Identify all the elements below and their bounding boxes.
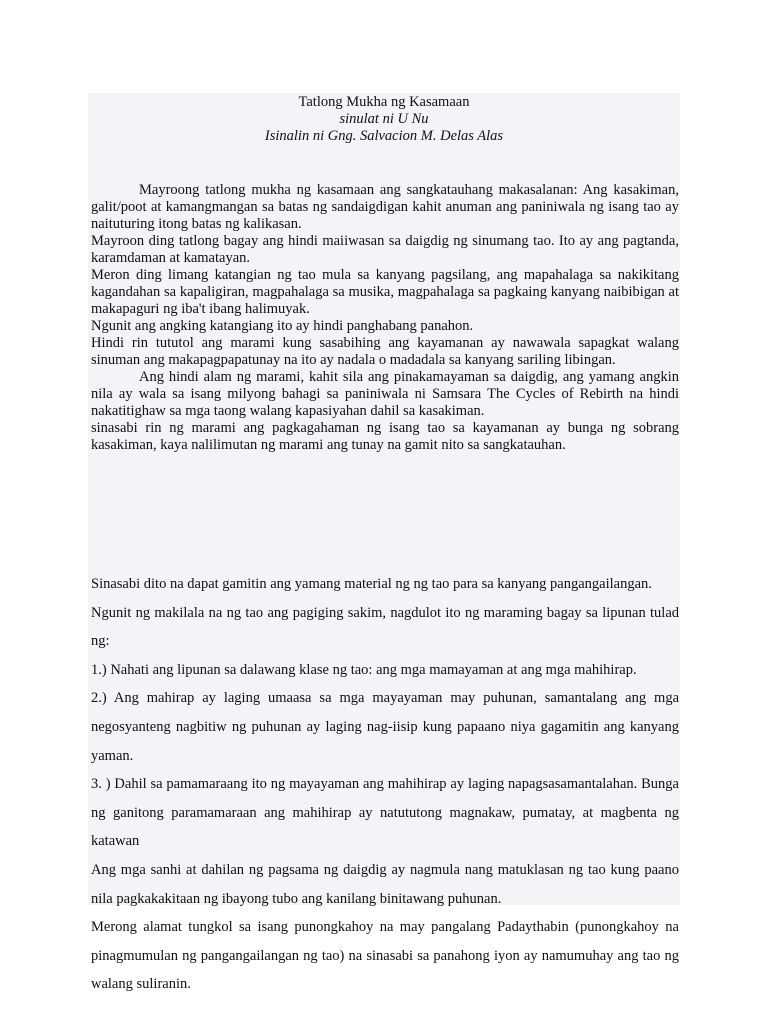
document-page bbox=[88, 93, 680, 993]
paragraph: Ang hindi alam ng marami, kahit sila ang pinakamayaman sa daigdig, ang yamang angkin nila ay wala sa isang milyong bahagi sa paniniwala ni Samsara The Cycles of Rebirth na hindi nakatitighaw sa mga taong walang kapasiyahan dahil sa kasakiman. bbox=[91, 369, 679, 419]
paragraph: Mayroon ding tatlong bagay ang hindi maiiwasan sa daigdig ng sinumang tao. Ito ay ang pagtanda, karamdaman at kamatayan. bbox=[91, 233, 679, 266]
paragraph: sinasabi rin ng marami ang pagkagahaman ng isang tao sa kayamanan ay bunga ng sobrang kasakiman, kaya nalilimutan ng marami ang tunay na gamit nito sa sangkatauhan. bbox=[91, 420, 679, 453]
paragraph: 2.) Ang mahirap ay laging umaasa sa mga mayayaman may puhunan, samantalang ang mga negosyanteng nagbitiw ng puhunan ay laging nag-iisip kung papaano niya gagamitin ang kanyang yaman. bbox=[91, 690, 679, 764]
paragraph: Merong alamat tungkol sa isang punongkahoy na may pangalang Padaythabin (punongkahoy na pinagmumulan ng pangangailangan ng tao) na sinasabi sa panahong iyon ay namumuhay ang tao ng walang suliranin. bbox=[91, 919, 679, 993]
paragraph: Meron ding limang katangian ng tao mula sa kanyang pagsilang, ang mapahalaga sa nakikitang kagandahan sa kapaligiran, magpahalaga sa musika, magpahalaga sa pagkaing kanyang naibibigan at makapaguri ng iba't ibang halimuyak. bbox=[91, 267, 679, 317]
paragraph: 3. ) Dahil sa pamamaraang ito ng mayayaman ang mahihirap ay laging napagsasamantalahan. Bunga ng ganitong paramamaraan ang mahihirap ay natututong magnakaw, pumatay, at magbenta ng katawan bbox=[91, 776, 679, 850]
title-block bbox=[88, 94, 680, 145]
paragraph: Ngunit ang angking katangiang ito ay hindi panghabang panahon. bbox=[91, 318, 474, 334]
paragraph: Ngunit ng makilala na ng tao ang pagiging sakim, nagdulot ito ng maraming bagay sa lipunan tulad ng: bbox=[91, 604, 679, 650]
document-title: Tatlong Mukha ng Kasamaan bbox=[298, 94, 470, 110]
paragraph: Ang mga sanhi at dahilan ng pagsama ng daigdig ay nagmula nang matuklasan ng tao kung paano nila pagkakakitaan ng ibayong tubo ang kanilang binitawang puhunan. bbox=[91, 861, 679, 907]
paragraph: Mayroong tatlong mukha ng kasamaan ang sangkatauhang makasalanan: Ang kasakiman, galit/poot at kamangmangan sa batas ng sandaigdigan kahit anuman ang paniniwala ng isang tao ay naituturing itong batas ng kalikasan. bbox=[91, 182, 679, 232]
paragraph: 1.) Nahati ang lipunan sa dalawang klase ng tao: ang mga mamayaman at ang mga mahihirap. bbox=[91, 661, 637, 678]
author-line: sinulat ni U Nu bbox=[339, 111, 429, 127]
dense-body bbox=[91, 182, 679, 454]
spaced-body bbox=[91, 570, 679, 999]
translator-line: Isinalin ni Gng. Salvacion M. Delas Alas bbox=[264, 128, 504, 144]
paragraph: Sinasabi dito na dapat gamitin ang yamang material ng ng tao para sa kanyang pangangailangan. bbox=[91, 576, 652, 592]
paragraph: Hindi rin tututol ang marami kung sasabihing ang kayamanan ay nawawala sapagkat walang sinuman ang makapagpapatunay na ito ay nadala o madadala sa kanyang sariling libingan. bbox=[91, 335, 679, 368]
